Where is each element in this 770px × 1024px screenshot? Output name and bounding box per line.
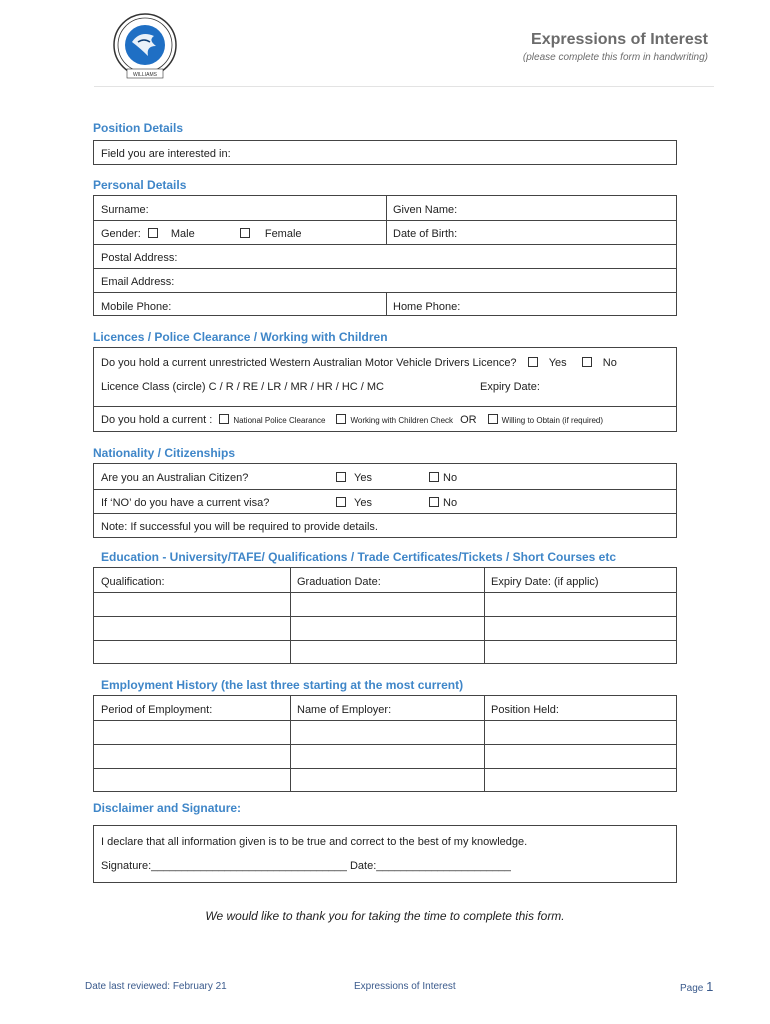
section-disclaimer-heading: Disclaimer and Signature:: [93, 801, 242, 815]
or-label: OR: [460, 414, 477, 426]
visa-question: If ‘NO’ do you have a current visa?: [101, 497, 270, 509]
wwc-checkbox[interactable]: [336, 414, 346, 424]
thank-you-message: We would like to thank you for taking the time to complete this form.: [205, 909, 565, 923]
visa-no[interactable]: [429, 497, 457, 509]
header-divider: [94, 86, 714, 87]
education-col-graduation: Graduation Date:: [297, 576, 381, 588]
willing-label: Willing to Obtain (if required): [501, 416, 604, 425]
employment-col-employer: Name of Employer:: [297, 704, 392, 716]
citizen-yes-label: Yes: [354, 472, 372, 484]
citizen-no-checkbox[interactable]: [429, 472, 439, 482]
footer-title: Expressions of Interest: [354, 981, 456, 992]
dob-label[interactable]: Date of Birth:: [393, 228, 458, 240]
section-education-heading: Education - University/TAFE/ Qualifications / Trade Certificates/Tickets / Short Courses etc: [101, 550, 617, 564]
section-position-heading: Position Details: [93, 121, 184, 135]
licence-no-checkbox[interactable]: [582, 357, 592, 367]
field-label: Field you are interested in:: [101, 148, 231, 160]
male-label: Male: [170, 228, 195, 240]
citizen-no[interactable]: [429, 472, 457, 484]
section-nationality-heading: Nationality / Citizenships: [93, 446, 236, 460]
postal-label[interactable]: Postal Address:: [101, 252, 178, 264]
citizen-yes[interactable]: [336, 472, 372, 484]
licence-question-row: [101, 357, 617, 369]
citizen-question: Are you an Australian Citizen?: [101, 472, 249, 484]
organization-logo: [104, 12, 186, 82]
police-checkbox[interactable]: [219, 414, 229, 424]
employment-col-period: Period of Employment:: [101, 704, 213, 716]
education-table: [93, 567, 677, 664]
nationality-table: [93, 463, 677, 538]
education-col-expiry: Expiry Date: (if applic): [491, 576, 599, 588]
clearance-row: [101, 414, 603, 426]
licence-class: Licence Class (circle) C / R / RE / LR / MR / HR / HC / MC: [101, 381, 384, 393]
logo-text: WILLIAMS: [133, 72, 157, 78]
footer-date-reviewed: Date last reviewed: February 21: [85, 981, 227, 992]
section-licences-heading: Licences / Police Clearance / Working with Children: [93, 330, 388, 344]
gender-label: Gender:: [101, 228, 141, 240]
personal-details-table: [93, 195, 677, 316]
licence-yes-label: Yes: [548, 357, 567, 369]
mobile-label[interactable]: Mobile Phone:: [101, 301, 172, 313]
page-title: Expressions of Interest: [531, 31, 708, 48]
wwc-label: Working with Children Check: [350, 416, 454, 425]
education-col-qualification: Qualification:: [101, 576, 165, 588]
employment-col-position: Position Held:: [491, 704, 559, 716]
section-employment-heading: Employment History (the last three starting at the most current): [101, 678, 464, 692]
visa-yes-checkbox[interactable]: [336, 497, 346, 507]
licences-table: [93, 347, 677, 432]
section-personal-heading: Personal Details: [93, 178, 187, 192]
home-phone-label[interactable]: Home Phone:: [393, 301, 461, 313]
footer-page: [680, 979, 713, 994]
licence-yes-checkbox[interactable]: [528, 357, 538, 367]
female-label: Female: [264, 228, 302, 240]
visa-yes[interactable]: [336, 497, 372, 509]
signature-line[interactable]: Signature:________________________________ Date:______________________: [101, 860, 511, 872]
disclaimer-box: [93, 825, 677, 883]
visa-yes-label: Yes: [354, 497, 372, 509]
police-label: National Police Clearance: [233, 416, 326, 425]
female-checkbox[interactable]: [240, 228, 250, 238]
given-name-label[interactable]: Given Name:: [393, 204, 458, 216]
hold-current-label: Do you hold a current :: [101, 414, 213, 426]
visa-no-label: No: [443, 497, 458, 509]
citizen-no-label: No: [443, 472, 458, 484]
visa-no-checkbox[interactable]: [429, 497, 439, 507]
footer-page-label: Page: [680, 983, 704, 994]
gender-row: [101, 228, 302, 240]
male-checkbox[interactable]: [148, 228, 158, 238]
licence-question: Do you hold a current unrestricted Western Australian Motor Vehicle Drivers Licence?: [101, 357, 517, 369]
page-subtitle: (please complete this form in handwriting): [522, 52, 708, 63]
email-label[interactable]: Email Address:: [101, 276, 175, 288]
nationality-note: Note: If successful you will be required to provide details.: [101, 521, 378, 533]
willing-checkbox[interactable]: [488, 414, 498, 424]
surname-label[interactable]: Surname:: [101, 204, 149, 216]
employment-table: [93, 695, 677, 792]
citizen-yes-checkbox[interactable]: [336, 472, 346, 482]
licence-expiry-label[interactable]: Expiry Date:: [480, 381, 540, 393]
position-field-box[interactable]: [93, 140, 677, 165]
licence-no-label: No: [602, 357, 617, 369]
footer-page-number: 1: [706, 979, 714, 994]
disclaimer-text: I declare that all information given is to be true and correct to the best of my knowledge.: [101, 836, 528, 848]
